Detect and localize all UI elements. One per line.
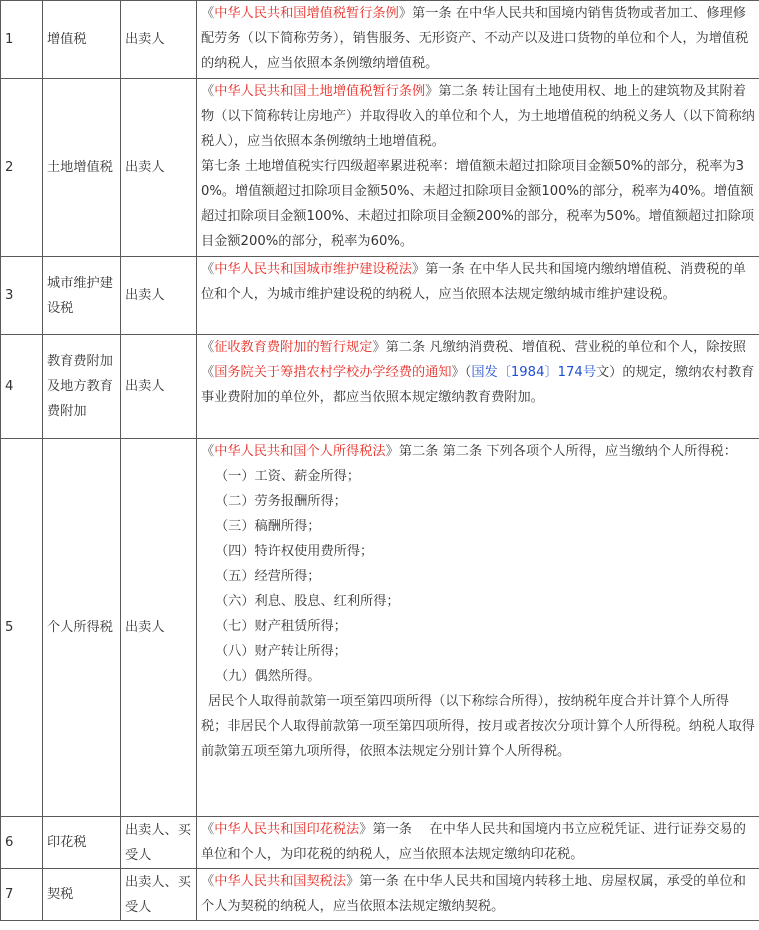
provision-text: 第一条 在中华人民共和国境内书立应税凭证、进行证券交易的单位和个人，为印花税的纳税人，应当依照本法规定缴纳印花税。 [201, 822, 746, 862]
law-provision: 《中华人民共和国城市维护建设税法》第一条 在中华人民共和国境内缴纳增值税、消费税的单位和个人，为城市维护建设税的纳税人，应当依照本法规定缴纳城市维护建设税。 [197, 257, 759, 335]
law-link[interactable]: 中华人民共和国印花税法 [214, 822, 360, 837]
row-number: 3 [1, 257, 43, 335]
tax-name: 个人所得税 [43, 439, 121, 817]
row-number: 7 [1, 869, 43, 921]
law-link[interactable]: 中华人民共和国增值税暂行条例 [214, 6, 399, 21]
provision-text: 第二条 转让国有土地使用权、地上的建筑物及其附着物（以下简称转让房地产）并取得收入的单位和个人，为土地增值税的纳税义务人（以下简称纳税人），应当依照本条例缴纳土地增值税。 [201, 84, 755, 149]
taxpayer: 出卖人 [121, 257, 197, 335]
table-row [1, 257, 759, 335]
list-item: （六）利息、股息、红利所得； [215, 594, 400, 609]
provision-text: 居民个人取得前款第一项至第四项所得（以下称综合所得），按纳税年度合并计算个人所得税；非居民个人取得前款第一项至第四项所得，按月或者按次分项计算个人所得税。纳税人取得前款第五项至第九项所得，依照本法规定分别计算个人所得税。 [201, 694, 755, 759]
table-row [1, 817, 759, 869]
law-link[interactable]: 征收教育费附加的暂行规定 [214, 340, 373, 355]
list-item: （二）劳务报酬所得； [215, 494, 347, 509]
provision-text: 第一条 在中华人民共和国境内转移土地、房屋权属，承受的单位和个人为契税的纳税人，应当依照本法规定缴纳契税。 [201, 874, 746, 914]
law-link[interactable]: 中华人民共和国土地增值税暂行条例 [214, 84, 426, 99]
law-provision: 《征收教育费附加的暂行规定》第二条 凡缴纳消费税、增值税、营业税的单位和个人，除按照《国务院关于筹措农村学校办学经费的通知》（国发〔1984〕174号文）的规定，缴纳农村教育事业费附加的单位外，都应当依照本规定缴纳教育费附加。 [197, 335, 759, 439]
law-provision: 《中华人民共和国土地增值税暂行条例》第二条 转让国有土地使用权、地上的建筑物及其附着物（以下简称转让房地产）并取得收入的单位和个人，为土地增值税的纳税义务人（以下简称纳税人），应当依照本条例缴纳土地增值税。 第七条 土地增值税实行四级超率累进税率：增值额未超过扣除项目金额50%的部分，税率为30%。增值额超过扣除项目金额50%、未超过扣除项目金额100%的部分，税率为40%。增值额超过扣除项目金额100%、未超过扣除项目金额200%的部分，税率为50%。增值额超过扣除项目金额200%的部分，税率为60%。 [197, 79, 759, 257]
row-number: 2 [1, 79, 43, 257]
row-number: 5 [1, 439, 43, 817]
row-number: 6 [1, 817, 43, 869]
law-link[interactable]: 中华人民共和国契税法 [214, 874, 347, 889]
table-row [1, 1, 759, 79]
provision-text: 第二条 第二条 下列各项个人所得，应当缴纳个人所得税： [398, 444, 737, 459]
law-provision: 《中华人民共和国印花税法》第一条 在中华人民共和国境内书立应税凭证、进行证券交易的单位和个人，为印花税的纳税人，应当依照本法规定缴纳印花税。 [197, 817, 759, 869]
row-number: 1 [1, 1, 43, 79]
list-item: （七）财产租赁所得； [215, 619, 347, 634]
taxpayer: 出卖人、买受人 [121, 817, 197, 869]
taxpayer: 出卖人 [121, 1, 197, 79]
row-number: 4 [1, 335, 43, 439]
provision-text: 第一条 在中华人民共和国境内销售货物或者加工、修理修配劳务（以下简称劳务），销售服务、无形资产、不动产以及进口货物的单位和个人，为增值税的纳税人，应当依照本条例缴纳增值税。 [201, 6, 749, 71]
law-link[interactable]: 中华人民共和国个人所得税法 [214, 444, 386, 459]
provision-text: 第一条 在中华人民共和国境内缴纳增值税、消费税的单位和个人，为城市维护建设税的纳税人，应当依照本法规定缴纳城市维护建设税。 [201, 262, 746, 302]
tax-name: 教育费附加及地方教育费附加 [43, 335, 121, 439]
list-item: （一）工资、薪金所得； [215, 469, 361, 484]
tax-name: 契税 [43, 869, 121, 921]
law-provision: 《中华人民共和国个人所得税法》第二条 第二条 下列各项个人所得，应当缴纳个人所得税： （一）工资、薪金所得； （二）劳务报酬所得； （三）稿酬所得； （四）特许权使用费所得； （五）经营所得； （六）利息、股息、红利所得； （七）财产租赁所得； （八）财产转让所得； （九）偶然所得。 居民个人取得前款第一项至第四项所得（以下称综合所得），按纳税年度合并计算个人所得税；非居民个人取得前款第一项至第四项所得，按月或者按次分项计算个人所得税。纳税人取得前款第五项至第九项所得，依照本法规定分别计算个人所得税。 [197, 439, 759, 817]
list-item: （四）特许权使用费所得； [215, 544, 374, 559]
list-item: （九）偶然所得。 [215, 669, 321, 684]
law-provision: 《中华人民共和国增值税暂行条例》第一条 在中华人民共和国境内销售货物或者加工、修理修配劳务（以下简称劳务），销售服务、无形资产、不动产以及进口货物的单位和个人，为增值税的纳税人，应当依照本条例缴纳增值税。 [197, 1, 759, 79]
table-row [1, 869, 759, 921]
table-row [1, 335, 759, 439]
law-link[interactable]: 国务院关于筹措农村学校办学经费的通知 [214, 365, 452, 380]
list-item: （三）稿酬所得； [215, 519, 321, 534]
tax-name: 印花税 [43, 817, 121, 869]
taxpayer: 出卖人 [121, 335, 197, 439]
document-link[interactable]: 国发〔1984〕174号 [471, 365, 597, 380]
taxpayer: 出卖人 [121, 439, 197, 817]
list-item: （五）经营所得； [215, 569, 321, 584]
table-row [1, 439, 759, 817]
law-provision: 《中华人民共和国契税法》第一条 在中华人民共和国境内转移土地、房屋权属，承受的单位和个人为契税的纳税人，应当依照本法规定缴纳契税。 [197, 869, 759, 921]
tax-name: 土地增值税 [43, 79, 121, 257]
tax-name: 城市维护建设税 [43, 257, 121, 335]
taxpayer: 出卖人、买受人 [121, 869, 197, 921]
table-row [1, 79, 759, 257]
taxpayer: 出卖人 [121, 79, 197, 257]
tax-name: 增值税 [43, 1, 121, 79]
law-link[interactable]: 中华人民共和国城市维护建设税法 [214, 262, 412, 277]
list-item: （八）财产转让所得； [215, 644, 347, 659]
provision-text: 第七条 土地增值税实行四级超率累进税率：增值额未超过扣除项目金额50%的部分，税率为30%。增值额超过扣除项目金额50%、未超过扣除项目金额100%的部分，税率为40%。增值额超过扣除项目金额100%、未超过扣除项目金额200%的部分，税率为50%。增值额超过扣除项目金额200%的部分，税率为60%。 [201, 159, 755, 249]
